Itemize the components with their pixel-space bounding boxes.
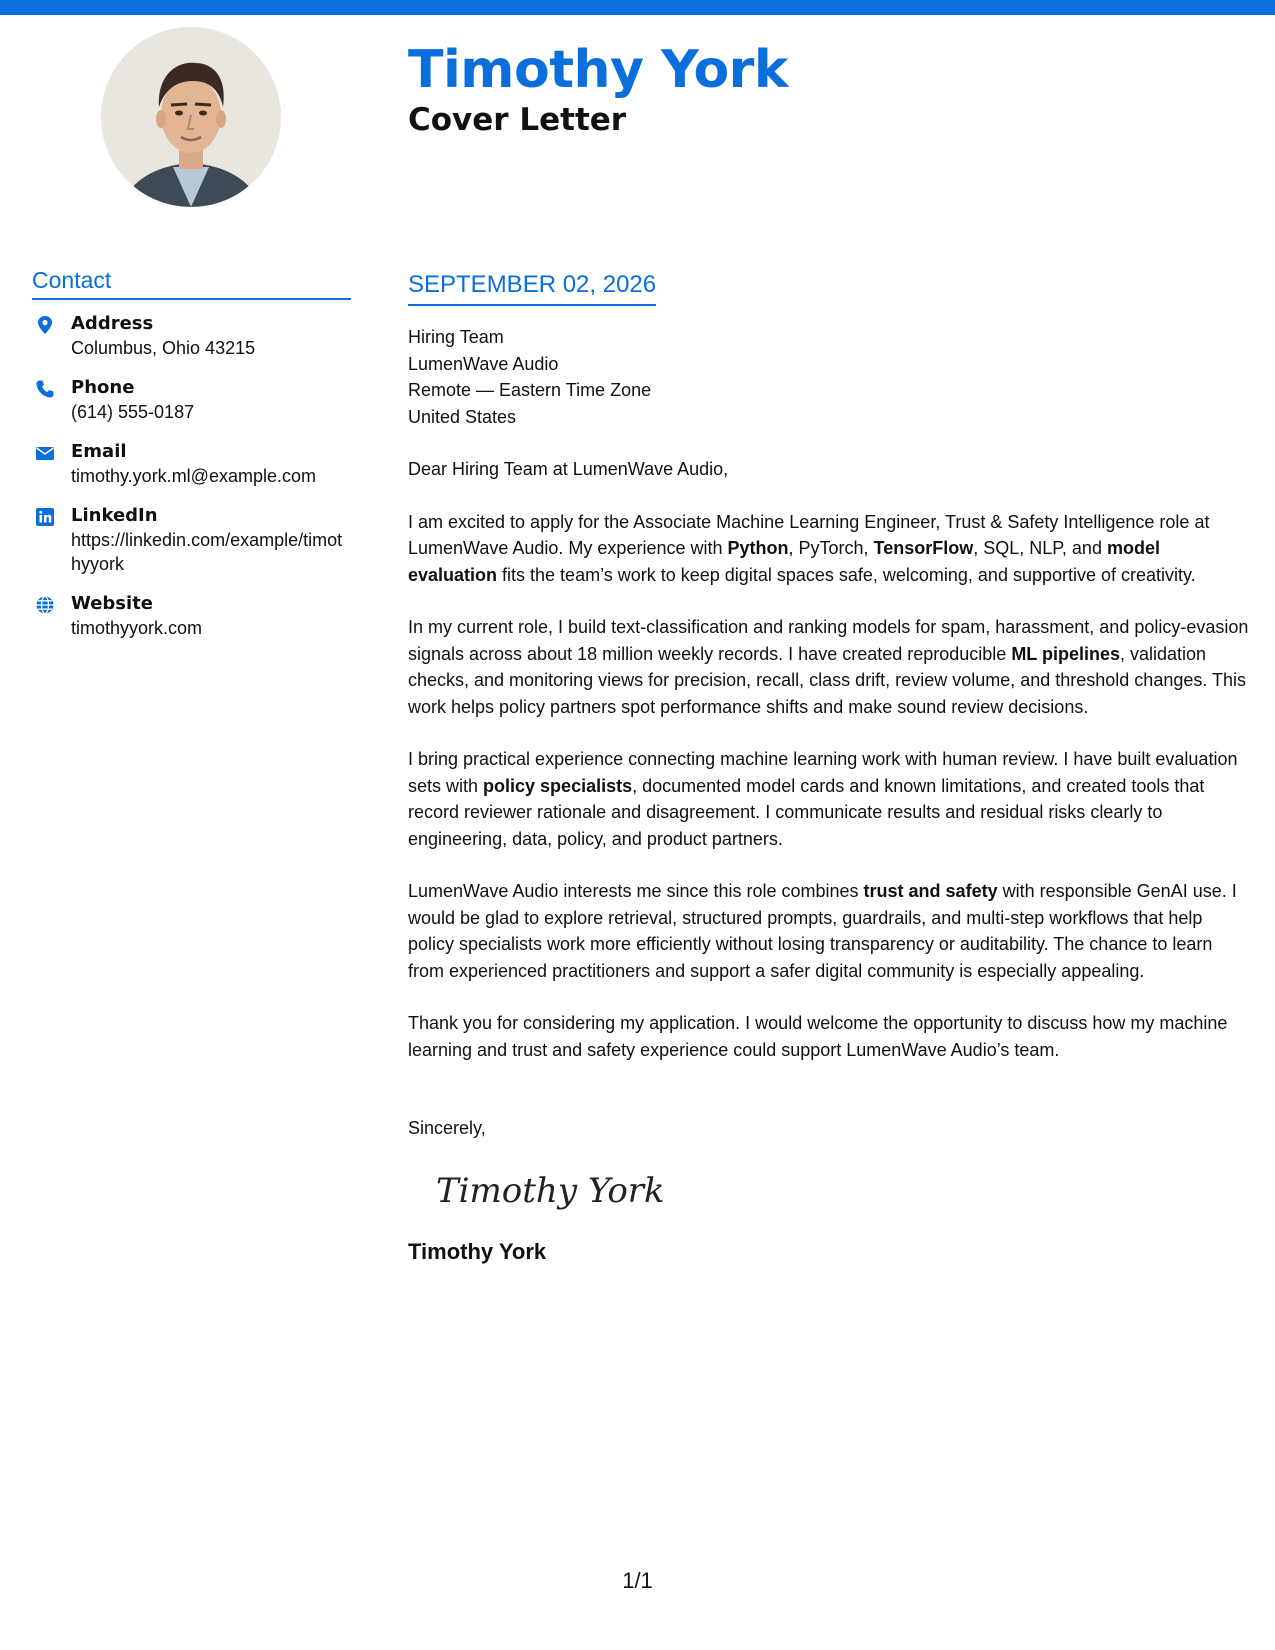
globe-icon	[35, 595, 55, 615]
emphasized-text: policy specialists	[483, 775, 633, 796]
linkedin-value[interactable]: https://linkedin.com/example/timothyyork	[71, 530, 343, 574]
signed-name: Timothy York	[408, 1238, 547, 1264]
email-icon	[35, 443, 55, 463]
body-paragraph	[408, 878, 1253, 984]
map-pin-icon	[35, 315, 55, 335]
body-paragraph	[408, 614, 1253, 720]
phone-value[interactable]: (614) 555-0187	[71, 402, 195, 422]
paragraph-text: In my current role, I build text-classification and ranking models for spam, harassment, and policy-evasion signals across about 18 million weekly records. I have created reproducible	[408, 617, 1249, 664]
contact-label: Website	[71, 593, 154, 614]
contact-label: LinkedIn	[71, 505, 158, 526]
contact-heading: Contact	[32, 266, 351, 300]
paragraph-text: , PyTorch,	[788, 538, 874, 558]
phone-icon	[35, 379, 55, 399]
letter-date: SEPTEMBER 02, 2026	[408, 268, 656, 306]
contact-label: Phone	[71, 377, 135, 398]
emphasized-text: TensorFlow	[873, 538, 974, 558]
address-value: Columbus, Ohio 43215	[71, 338, 256, 358]
linkedin-icon	[35, 507, 55, 527]
paragraph-text: fits the team’s work to keep digital spaces safe, welcoming, and supportive of creativity.	[497, 564, 1196, 585]
recipient-line: United States	[408, 406, 517, 427]
paragraph-text: I bring practical experience connecting machine learning work with human review. I have built evaluation sets with	[408, 749, 1238, 796]
page-number: 1/1	[622, 1568, 653, 1593]
recipient-line: Remote — Eastern Time Zone	[408, 380, 652, 400]
paragraph-text: , validation checks, and monitoring views for precision, recall, class drift, review volume, and threshold changes. This work helps policy partners spot performance shifts and make sound review decisions.	[408, 643, 1247, 717]
paragraph-text: LumenWave Audio interests me since this role combines	[408, 881, 864, 901]
paragraph-text: Thank you for considering my application. I would welcome the opportunity to discuss how my machine learning and trust and safety experience could support LumenWave Audio’s team.	[408, 1013, 1228, 1060]
recipient-line: Hiring Team	[408, 327, 504, 347]
top-accent-bar	[0, 0, 1275, 15]
paragraph-text: I am excited to apply for the Associate Machine Learning Engineer, Trust & Safety Intelligence role at LumenWave Audio. My experience with	[408, 511, 1210, 558]
contact-item-linkedin	[32, 504, 351, 576]
document-type: Cover Letter	[408, 102, 627, 138]
handwritten-signature	[432, 1160, 1253, 1220]
body-paragraph	[408, 1010, 1253, 1063]
emphasized-text: trust and safety	[863, 881, 998, 901]
recipient-line: LumenWave Audio	[408, 353, 559, 374]
contact-item-phone	[32, 376, 351, 424]
paragraph-text: , documented model cards and known limitations, and created tools that record reviewer rationale and disagreement. I communicate results and residual risks clearly to engineering, data, policy, and product partners.	[408, 775, 1205, 849]
contact-label: Address	[71, 313, 154, 334]
paragraph-text: with responsible GenAI use. I would be glad to explore retrieval, structured prompts, guardrails, and multi-step workflows that help policy specialists work more efficiently without losing transparency or auditability. The chance to learn from experienced practitioners and support a safer digital community is especially appealing.	[408, 881, 1237, 981]
emphasized-text: ML pipelines	[1011, 643, 1120, 664]
contact-sidebar	[32, 266, 351, 656]
emphasized-text: model evaluation	[408, 538, 1160, 585]
website-value[interactable]: timothyyork.com	[71, 618, 203, 638]
recipient-block	[408, 324, 1253, 430]
emphasized-text: Python	[727, 538, 789, 558]
salutation: Dear Hiring Team at LumenWave Audio,	[408, 459, 729, 479]
closing: Sincerely,	[408, 1118, 486, 1138]
svg-text:Timothy York: Timothy York	[436, 1170, 665, 1211]
email-value[interactable]: timothy.york.ml@example.com	[71, 466, 316, 486]
paragraph-text: , SQL, NLP, and	[973, 538, 1107, 558]
contact-label: Email	[71, 441, 127, 462]
contact-item-address	[32, 312, 351, 360]
contact-item-email	[32, 440, 351, 488]
letter-body	[408, 268, 1253, 1266]
applicant-name: Timothy York	[408, 40, 788, 100]
body-paragraph	[408, 746, 1253, 852]
body-paragraph	[408, 509, 1253, 589]
contact-item-website	[32, 592, 351, 640]
profile-photo	[101, 27, 281, 207]
